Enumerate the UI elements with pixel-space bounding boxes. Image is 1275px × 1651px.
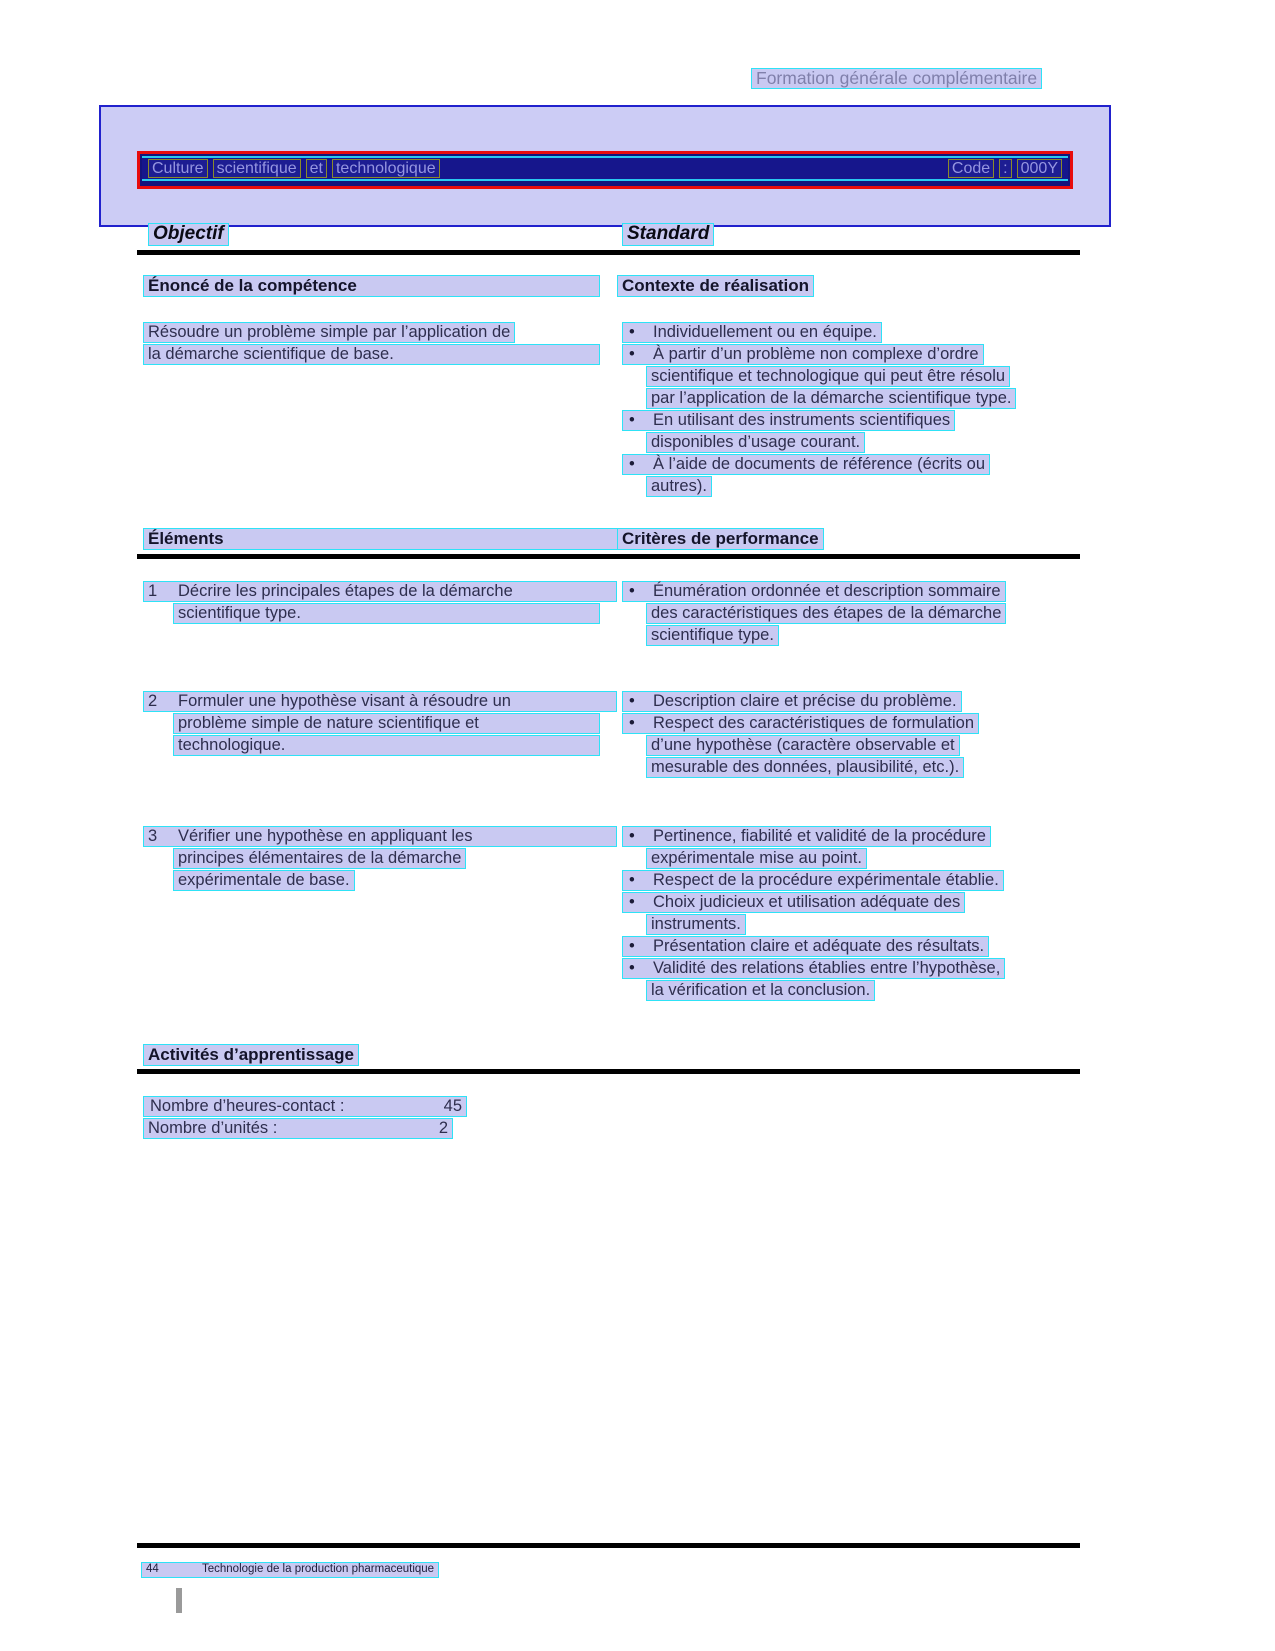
competence-statement xyxy=(137,322,617,366)
bullet-item xyxy=(622,581,1080,646)
banner-word: et xyxy=(306,159,327,178)
text-line: technologique. xyxy=(173,735,600,756)
bullet-item xyxy=(622,322,1080,343)
item-number: 2 xyxy=(148,692,158,710)
banner-word: technologique xyxy=(332,159,440,178)
bullet-line: • Présentation claire et adéquate des résultats. xyxy=(622,936,989,957)
text-line: des caractéristiques des étapes de la démarche xyxy=(646,603,1006,624)
activity-label: Nombre d’heures-contact : xyxy=(150,1097,345,1115)
activities-section xyxy=(137,1044,1080,1139)
text-line: d’une hypothèse (caractère observable et xyxy=(646,735,960,756)
element-item xyxy=(137,581,617,625)
numbered-line xyxy=(143,691,617,712)
activity-value: 45 xyxy=(443,1097,462,1115)
text-line: la vérification et la conclusion. xyxy=(646,980,875,1001)
criteria-list xyxy=(617,691,1080,779)
bullet-item xyxy=(622,713,1080,778)
divider-rule xyxy=(137,1069,1080,1074)
enonce-header: Énoncé de la compétence xyxy=(143,275,600,297)
text-line: autres). xyxy=(646,476,712,497)
objectif-standard-row xyxy=(137,223,1080,247)
element-item xyxy=(137,691,617,757)
elements-headers-row xyxy=(137,528,1080,551)
text-line: Vérifier une hypothèse en appliquant les xyxy=(178,827,473,845)
objectif-heading: Objectif xyxy=(148,223,229,246)
bullet-line: • Respect de la procédure expérimentale établie. xyxy=(622,870,1004,891)
bullet-item xyxy=(622,344,1080,409)
banner-word: Code xyxy=(948,159,994,178)
text-line: expérimentale de base. xyxy=(173,870,355,891)
bullet-item xyxy=(622,870,1080,891)
text-line: instruments. xyxy=(646,914,746,935)
text-line: scientifique et technologique qui peut être résolu xyxy=(646,366,1010,387)
text-line: problème simple de nature scientifique et xyxy=(173,713,600,734)
text-line: expérimentale mise au point. xyxy=(646,848,867,869)
banner-title-row xyxy=(142,156,1068,181)
item-number: 1 xyxy=(148,582,158,600)
banner-box xyxy=(99,105,1111,227)
bullet-line: • Pertinence, fiabilité et validité de la procédure xyxy=(622,826,991,847)
item-number: 3 xyxy=(148,827,158,845)
text-line: la démarche scientifique de base. xyxy=(143,344,600,365)
bullet-line: • Individuellement ou en équipe. xyxy=(622,322,882,343)
footer-line xyxy=(141,1562,439,1578)
bullet-line: • En utilisant des instruments scientifiques xyxy=(622,410,955,431)
competence-content-row xyxy=(137,322,1080,498)
footer-doc-title: Technologie de la production pharmaceutique xyxy=(202,1563,435,1575)
criteres-header: Critères de performance xyxy=(617,528,824,550)
banner-title-words xyxy=(148,159,440,178)
text-line: mesurable des données, plausibilité, etc.). xyxy=(646,757,964,778)
bullet-item xyxy=(622,826,1080,869)
bullet-line: • À partir d’un problème non complexe d’ordre xyxy=(622,344,984,365)
text-line: principes élémentaires de la démarche xyxy=(173,848,466,869)
text-line: scientifique type. xyxy=(646,625,779,646)
running-header: Formation générale complémentaire xyxy=(751,68,1042,89)
bullet-line: • À l’aide de documents de référence (écrits ou xyxy=(622,454,990,475)
activity-value: 2 xyxy=(438,1119,448,1137)
document-body xyxy=(137,215,1080,1140)
bullet-line: • Description claire et précise du problème. xyxy=(622,691,962,712)
text-line: par l’application de la démarche scientifique type. xyxy=(646,388,1016,409)
banner-word: Culture xyxy=(148,159,208,178)
element-item-row xyxy=(137,581,1080,647)
text-line: scientifique type. xyxy=(173,603,600,624)
contexte-header: Contexte de réalisation xyxy=(617,275,814,297)
text-line: disponibles d’usage courant. xyxy=(646,432,865,453)
element-item-row xyxy=(137,826,1080,1002)
cursor-bar xyxy=(176,1588,182,1613)
divider-rule xyxy=(137,250,1080,255)
activity-row xyxy=(143,1118,453,1139)
bullet-item xyxy=(622,892,1080,935)
elements-header: Éléments xyxy=(143,528,693,550)
contexte-bullets xyxy=(617,322,1080,498)
bullet-item xyxy=(622,958,1080,1001)
text-line: Décrire les principales étapes de la démarche xyxy=(178,582,513,600)
banner-code xyxy=(948,159,1062,178)
text-line: Résoudre un problème simple par l’application de xyxy=(143,322,515,343)
bullet-line: • Validité des relations établies entre l’hypothèse, xyxy=(622,958,1005,979)
bullet-item xyxy=(622,936,1080,957)
bullet-item xyxy=(622,691,1080,712)
numbered-line xyxy=(143,826,617,847)
banner-word: : xyxy=(999,159,1011,178)
activity-row xyxy=(143,1096,467,1117)
bullet-item xyxy=(622,454,1080,497)
criteria-list xyxy=(617,581,1080,647)
bullet-line: • Respect des caractéristiques de formulation xyxy=(622,713,979,734)
activity-label: Nombre d’unités : xyxy=(148,1119,278,1137)
standard-heading: Standard xyxy=(622,223,714,246)
bullet-line: • Énumération ordonnée et description sommaire xyxy=(622,581,1006,602)
activites-header: Activités d’apprentissage xyxy=(143,1044,359,1066)
bullet-line: • Choix judicieux et utilisation adéquate des xyxy=(622,892,965,913)
banner-word: scientifique xyxy=(213,159,301,178)
activities-values xyxy=(137,1096,1080,1139)
banner-word: 000Y xyxy=(1017,159,1062,178)
text-line: Formuler une hypothèse visant à résoudre un xyxy=(178,692,511,710)
banner-title-bar xyxy=(137,151,1073,189)
criteria-list xyxy=(617,826,1080,1002)
divider-rule xyxy=(137,554,1080,559)
bullet-item xyxy=(622,410,1080,453)
footer-rule xyxy=(137,1543,1080,1548)
competence-headers-row xyxy=(137,275,1080,298)
numbered-line xyxy=(143,581,617,602)
element-item-row xyxy=(137,691,1080,779)
footer-page-number: 44 xyxy=(146,1563,159,1575)
element-item xyxy=(137,826,617,892)
